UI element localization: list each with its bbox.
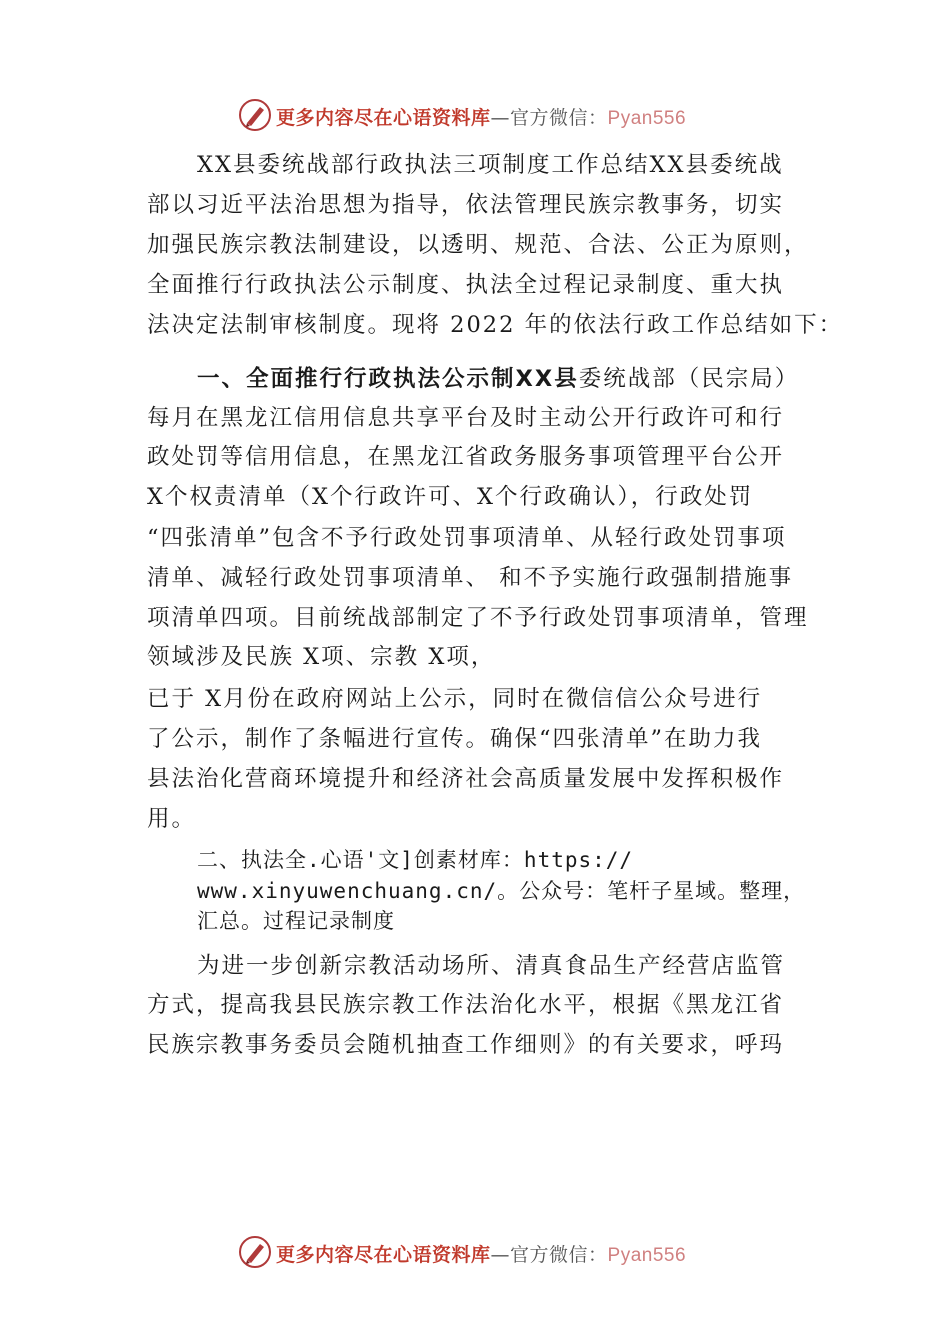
section1-line-4: “四张清单”包含不予行政处罚事项清单、从轻行政处罚事项 [147,525,787,551]
section1-line-9: 了公示，制作了条幅进行宣传。确保“四张清单”在助力我 [147,726,763,752]
section1-line-3: X个权责清单（X个行政许可、X个行政确认），行政处罚 [147,484,754,510]
banner-text [276,1240,686,1267]
intro-line-3: 加强民族宗教法制建设，以透明、规范、合法、公正为原则， [147,232,809,258]
section2-line-1: 二、执法全.心语'文]创素材库：https:// [197,848,634,872]
banner-wechat-label: 官方微信： [510,107,608,129]
intro-line-2: 部以习近平法治思想为指导，依法管理民族宗教事务，切实 [147,192,785,218]
banner-main: 更多内容尽在心语资料库 [276,107,491,129]
section1-line-7: 领域涉及民族 X项、宗教 X项， [147,644,496,670]
intro-line-4: 全面推行行政执法公示制度、执法全过程记录制度、重大执 [147,272,785,298]
section1-heading: 一、全面推行行政执法公示制XX县 [197,366,579,392]
banner-dash: — [490,107,511,129]
section1-line-2: 政处罚等信用信息，在黑龙江省政务服务事项管理平台公开 [147,444,785,470]
section1-line-5: 清单、减轻行政处罚事项清单、 和不予实施行政强制措施事 [147,565,794,591]
section1-line-11: 用。 [147,806,197,832]
section3-line-3: 民族宗教事务委员会随机抽查工作细则》的有关要求，呼玛 [147,1032,785,1058]
pen-logo-icon [238,1235,272,1269]
header-banner [0,96,950,136]
section1-line-8: 已于 X月份在政府网站上公示，同时在微信信公众号进行 [147,686,763,712]
banner-wechat-id: Pyan556 [607,108,687,129]
banner-text [276,103,686,130]
section1-line-6: 项清单四项。目前统战部制定了不予行政处罚事项清单，管理 [147,605,809,631]
section2-line-2: www.xinyuwenchuang.cn/。公众号：笔杆子星域。整理， [197,879,806,903]
banner-main: 更多内容尽在心语资料库 [276,1244,491,1266]
intro-line-1: XX县委统战部行政执法三项制度工作总结XX县委统战 [197,152,784,178]
section1-heading-line [197,364,877,394]
banner-wechat-id: Pyan556 [607,1245,687,1266]
section3-line-1: 为进一步创新宗教活动场所、清真食品生产经营店监管 [197,953,786,979]
section1-line-10: 县法治化营商环境提升和经济社会高质量发展中发挥积极作 [147,766,785,792]
footer-banner [0,1233,950,1273]
section3-line-2: 方式，提高我县民族宗教工作法治化水平，根据《黑龙江省 [147,992,785,1018]
pen-logo-icon [238,98,272,132]
banner-dash: — [490,1244,511,1266]
section2-line-3: 汇总。过程记录制度 [197,909,395,933]
banner-wechat-label: 官方微信： [510,1244,608,1266]
section1-line-1: 每月在黑龙江信用信息共享平台及时主动公开行政许可和行 [147,405,785,431]
intro-line-5: 法决定法制审核制度。现将 2022 年的依法行政工作总结如下： [147,312,844,338]
section1-heading-rest: 委统战部（民宗局） [578,366,800,392]
